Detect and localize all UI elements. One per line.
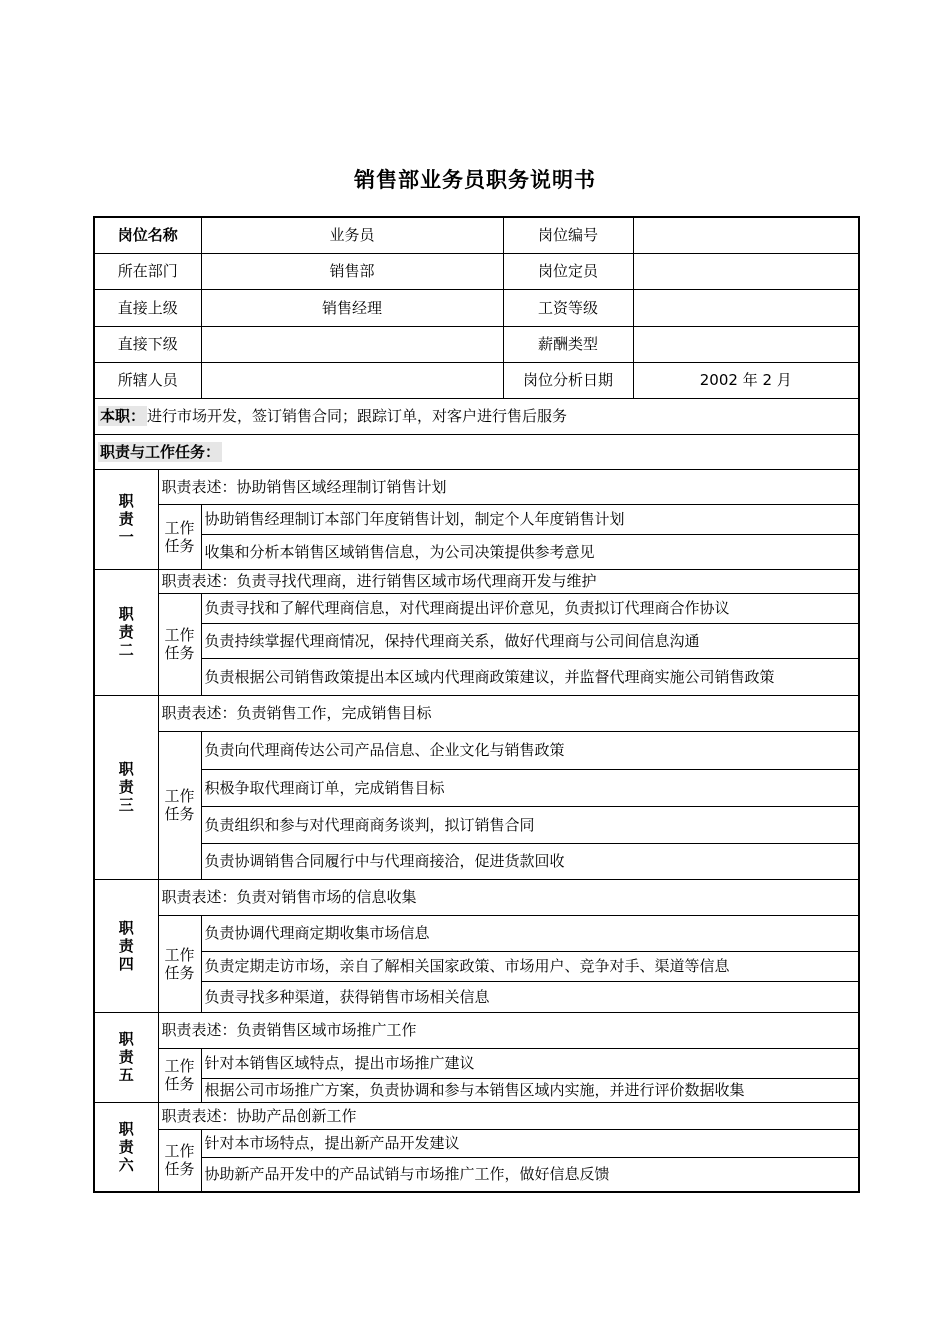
label-staff: 所辖人员 <box>94 362 201 398</box>
duty-statement: 职责表述：负责销售工作，完成销售目标 <box>158 695 859 731</box>
task-item: 负责向代理商传达公司产品信息、企业文化与销售政策 <box>201 731 859 769</box>
task-item: 协助销售经理制订本部门年度销售计划，制定个人年度销售计划 <box>201 504 859 534</box>
task-label: 工作 任务 <box>158 1048 201 1102</box>
duty-statement-row <box>94 1012 859 1048</box>
task-row <box>94 534 859 569</box>
task-item: 负责寻找和了解代理商信息，对代理商提出评价意见，负责拟订代理商合作协议 <box>201 593 859 623</box>
duty-statement-row <box>94 1102 859 1129</box>
main-duty-label: 本职： <box>100 407 146 425</box>
label-analysis-date: 岗位分析日期 <box>503 362 633 398</box>
task-row <box>94 1129 859 1157</box>
duty-statement: 职责表述：负责寻找代理商，进行销售区域市场代理商开发与维护 <box>158 569 859 593</box>
task-item: 协助新产品开发中的产品试销与市场推广工作，做好信息反馈 <box>201 1157 859 1192</box>
task-row <box>94 593 859 623</box>
task-item: 积极争取代理商订单，完成销售目标 <box>201 769 859 806</box>
task-label: 工作 任务 <box>158 593 201 695</box>
page-title: 销售部业务员职务说明书 <box>354 168 596 192</box>
label-position-name: 岗位名称 <box>94 217 201 253</box>
task-row <box>94 623 859 658</box>
section-heading-row <box>94 434 859 469</box>
task-label: 工作 任务 <box>158 915 201 1012</box>
info-row <box>94 362 859 398</box>
duty-statement-row <box>94 879 859 915</box>
task-label: 工作 任务 <box>158 504 201 569</box>
info-row <box>94 253 859 289</box>
duty-name: 职 责 五 <box>94 1012 158 1102</box>
section-heading-text: 职责与工作任务： <box>100 442 221 461</box>
task-row <box>94 1078 859 1102</box>
label-pay-type: 薪酬类型 <box>503 326 633 362</box>
task-row <box>94 1157 859 1192</box>
task-item: 负责持续掌握代理商情况，保持代理商关系，做好代理商与公司间信息沟通 <box>201 623 859 658</box>
task-item: 负责定期走访市场，亲自了解相关国家政策、市场用户、竞争对手、渠道等信息 <box>201 951 859 981</box>
duty-statement: 职责表述：负责销售区域市场推广工作 <box>158 1012 859 1048</box>
duty-name: 职 责 一 <box>94 469 158 569</box>
duty-name: 职 责 四 <box>94 879 158 1012</box>
info-row <box>94 289 859 326</box>
value-analysis-date: 2002 年 2 月 <box>633 362 859 398</box>
task-item: 负责组织和参与对代理商商务谈判，拟订销售合同 <box>201 806 859 843</box>
task-row <box>94 504 859 534</box>
value-position-name: 业务员 <box>201 217 503 253</box>
duty-statement: 职责表述：协助产品创新工作 <box>158 1102 859 1129</box>
task-item: 针对本市场特点，提出新产品开发建议 <box>201 1129 859 1157</box>
duty-statement: 职责表述：负责对销售市场的信息收集 <box>158 879 859 915</box>
value-direct-subordinate <box>201 326 503 362</box>
value-headcount <box>633 253 859 289</box>
label-direct-superior: 直接上级 <box>94 289 201 326</box>
duty-statement: 职责表述：协助销售区域经理制订销售计划 <box>158 469 859 504</box>
task-item: 负责协调销售合同履行中与代理商接洽，促进货款回收 <box>201 843 859 879</box>
task-row <box>94 951 859 981</box>
value-direct-superior: 销售经理 <box>201 289 503 326</box>
task-row <box>94 806 859 843</box>
task-row <box>94 769 859 806</box>
duty-name: 职 责 三 <box>94 695 158 879</box>
task-row <box>94 731 859 769</box>
main-duty-text: 进行市场开发，签订销售合同；跟踪订单，对客户进行售后服务 <box>147 407 568 425</box>
label-headcount: 岗位定员 <box>503 253 633 289</box>
duty-statement-row <box>94 695 859 731</box>
label-department: 所在部门 <box>94 253 201 289</box>
job-description-table <box>93 216 860 1193</box>
task-label: 工作 任务 <box>158 1129 201 1192</box>
main-duty-row <box>94 398 859 434</box>
label-salary-grade: 工资等级 <box>503 289 633 326</box>
info-row <box>94 217 859 253</box>
value-staff <box>201 362 503 398</box>
duty-statement-row <box>94 469 859 504</box>
task-item: 收集和分析本销售区域销售信息，为公司决策提供参考意见 <box>201 534 859 569</box>
task-row <box>94 981 859 1012</box>
task-item: 负责寻找多种渠道，获得销售市场相关信息 <box>201 981 859 1012</box>
task-row <box>94 1048 859 1078</box>
duty-statement-row <box>94 569 859 593</box>
task-item: 负责根据公司销售政策提出本区域内代理商政策建议，并监督代理商实施公司销售政策 <box>201 658 859 695</box>
task-row <box>94 658 859 695</box>
task-item: 负责协调代理商定期收集市场信息 <box>201 915 859 951</box>
section-heading <box>94 434 859 469</box>
value-position-number <box>633 217 859 253</box>
duty-name: 职 责 六 <box>94 1102 158 1192</box>
value-department: 销售部 <box>201 253 503 289</box>
task-item: 针对本销售区域特点，提出市场推广建议 <box>201 1048 859 1078</box>
value-pay-type <box>633 326 859 362</box>
task-row <box>94 843 859 879</box>
main-duty <box>94 398 859 434</box>
task-item: 根据公司市场推广方案，负责协调和参与本销售区域内实施，并进行评价数据收集 <box>201 1078 859 1102</box>
label-direct-subordinate: 直接下级 <box>94 326 201 362</box>
info-row <box>94 326 859 362</box>
duty-name: 职 责 二 <box>94 569 158 695</box>
task-label: 工作 任务 <box>158 731 201 879</box>
label-position-number: 岗位编号 <box>503 217 633 253</box>
value-salary-grade <box>633 289 859 326</box>
task-row <box>94 915 859 951</box>
